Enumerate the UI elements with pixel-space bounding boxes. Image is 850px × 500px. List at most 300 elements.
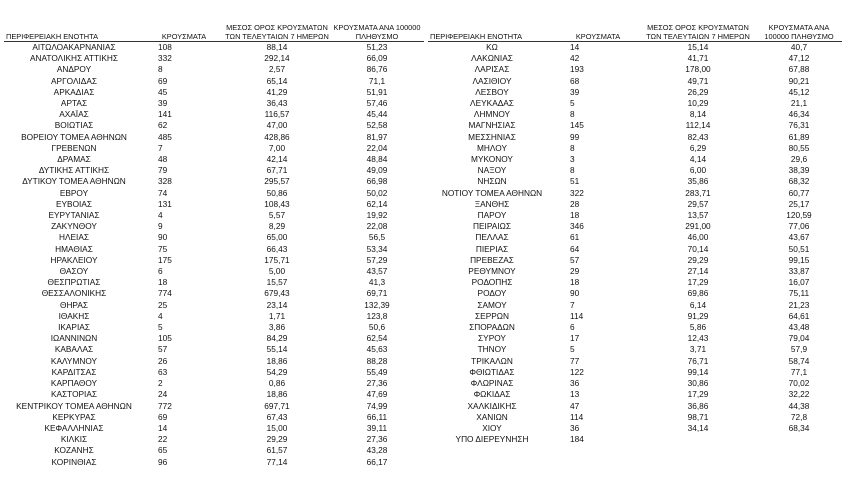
- cases-per-100000-cell: 57,46: [366, 98, 388, 109]
- seven-day-average-cell: 8,14: [689, 109, 707, 120]
- cases-per-100000-cell: 45,44: [366, 109, 388, 120]
- cases-per-100000-cell: 55,49: [366, 366, 388, 377]
- area-name-cell: ΘΗΡΑΣ: [59, 299, 89, 310]
- seven-day-average-cell: 175,71: [264, 254, 290, 265]
- seven-day-average-cell: 428,86: [264, 131, 290, 142]
- cases-per-100000-cell: 57,29: [366, 254, 388, 265]
- seven-day-average-cell: 76,71: [687, 355, 709, 366]
- area-name-cell: ΑΝΔΡΟΥ: [56, 64, 92, 75]
- table-row: [428, 154, 842, 165]
- area-name-cell: ΝΟΤΙΟΥ ΤΟΜΕΑ ΑΘΗΝΩΝ: [441, 187, 543, 198]
- cases-per-100000-cell: 66,17: [366, 456, 388, 467]
- cases-cell: 69: [158, 75, 168, 86]
- cases-per-100000-cell: [756, 434, 842, 445]
- seven-day-average-cell: 15,57: [266, 277, 288, 288]
- table-row: [428, 53, 842, 64]
- area-name-cell: ΚΑΒΑΛΑΣ: [54, 344, 94, 355]
- cases-per-100000-cell: 22,08: [366, 221, 388, 232]
- table-row: [428, 232, 842, 243]
- seven-day-average-cell: 49,71: [687, 75, 709, 86]
- area-name-cell: ΧΑΛΚΙΔΙΚΗΣ: [467, 400, 517, 411]
- cases-per-100000-cell: 123,8: [366, 310, 388, 321]
- cases-cell: 39: [158, 98, 168, 109]
- seven-day-average-cell: 6,00: [689, 165, 707, 176]
- seven-day-average-cell: 18,86: [266, 389, 288, 400]
- cases-per-100000-cell: 61,89: [788, 131, 810, 142]
- cases-cell: 131: [158, 198, 172, 209]
- area-name-cell: ΚΑΡΠΑΘΟΥ: [50, 378, 98, 389]
- cases-per-100000-cell: 51,23: [366, 42, 388, 52]
- area-name-cell: ΚΕΦΑΛΛΗΝΙΑΣ: [44, 422, 104, 433]
- table-row: [428, 389, 842, 400]
- table-row: [4, 288, 424, 299]
- table-row: [428, 266, 842, 277]
- cases-per-100000-cell: 39,11: [366, 422, 388, 433]
- area-name-cell: ΧΙΟΥ: [482, 422, 502, 433]
- cases-cell: 8: [570, 109, 575, 120]
- table-row: [4, 244, 424, 255]
- cases-cell: 5: [158, 322, 163, 333]
- table-row: [4, 42, 424, 54]
- table-row: [4, 434, 424, 445]
- table-row: [4, 154, 424, 165]
- area-name-cell: ΣΑΜΟΥ: [477, 299, 507, 310]
- table-row: [4, 389, 424, 400]
- seven-day-average-cell: 10,29: [687, 98, 709, 109]
- table-row: [428, 165, 842, 176]
- cases-per-100000-cell: 67,88: [788, 64, 810, 75]
- area-name-cell: ΛΕΥΚΑΔΑΣ: [470, 98, 514, 109]
- table-row: [428, 255, 842, 266]
- table-row: [428, 277, 842, 288]
- area-name-cell: ΚΕΝΤΡΙΚΟΥ ΤΟΜΕΑ ΑΘΗΝΩΝ: [16, 400, 132, 411]
- table-row: [428, 132, 842, 143]
- table-row: [4, 120, 424, 131]
- area-name-cell: ΛΑΚΩΝΙΑΣ: [471, 53, 513, 64]
- seven-day-average-cell: 46,00: [687, 232, 709, 243]
- area-name-cell: ΜΥΚΟΝΟΥ: [471, 154, 513, 165]
- seven-day-average-cell: 29,29: [687, 254, 709, 265]
- area-name-cell: ΡΟΔΟΥ: [477, 288, 507, 299]
- cases-per-100000-cell: 71,1: [368, 75, 386, 86]
- cases-cell: 485: [158, 131, 172, 142]
- area-name-cell: ΛΕΣΒΟΥ: [475, 86, 509, 97]
- area-name-cell: ΕΒΡΟΥ: [59, 187, 89, 198]
- cases-per-100000-cell: 49,09: [366, 165, 388, 176]
- table-row: [428, 64, 842, 75]
- cases-per-100000-cell: 56,5: [368, 232, 386, 243]
- cases-per-100000-cell: 16,07: [788, 277, 810, 288]
- seven-day-average-cell: 5,57: [268, 210, 286, 221]
- table-row: [428, 412, 842, 423]
- area-name-cell: ΘΕΣΣΑΛΟΝΙΚΗΣ: [41, 288, 107, 299]
- table-row: [4, 445, 424, 456]
- cases-cell: 772: [158, 400, 172, 411]
- cases-per-100000-cell: 50,51: [788, 243, 810, 254]
- table-row: [4, 356, 424, 367]
- table-row: [428, 300, 842, 311]
- left-cases-table: [4, 6, 424, 468]
- area-name-cell: ΑΡΤΑΣ: [60, 98, 88, 109]
- area-name-cell: ΙΚΑΡΙΑΣ: [58, 322, 90, 333]
- cases-cell: 99: [570, 131, 580, 142]
- cases-per-100000-cell: 50,02: [366, 187, 388, 198]
- cases-cell: 122: [570, 366, 584, 377]
- cases-per-100000-cell: 51,91: [366, 86, 388, 97]
- seven-day-average-cell: 12,43: [687, 333, 709, 344]
- seven-day-average-cell: 18,86: [266, 355, 288, 366]
- cases-cell: 141: [158, 109, 172, 120]
- cases-per-100000-cell: 43,48: [788, 322, 810, 333]
- seven-day-average-cell: 291,00: [685, 221, 711, 232]
- cases-cell: 13: [570, 389, 580, 400]
- cases-cell: 68: [570, 75, 580, 86]
- seven-day-average-cell: 23,14: [266, 299, 288, 310]
- table-row: [428, 120, 842, 131]
- table-row: [4, 98, 424, 109]
- seven-day-average-cell: 6,14: [689, 299, 707, 310]
- table-row: [4, 333, 424, 344]
- cases-cell: 2: [158, 378, 163, 389]
- seven-day-average-cell: 5,00: [268, 266, 286, 277]
- cases-per-100000-cell: 132,39: [364, 299, 390, 310]
- cases-cell: 25: [158, 299, 168, 310]
- cases-per-100000-cell: 62,54: [366, 333, 388, 344]
- cases-per-100000-cell: 29,6: [790, 154, 808, 165]
- cases-cell: 74: [158, 187, 168, 198]
- seven-day-average-cell: 3,86: [268, 322, 286, 333]
- cases-per-100000-cell: 19,92: [366, 210, 388, 221]
- cases-cell: 108: [158, 42, 172, 52]
- seven-day-average-cell: 54,29: [266, 366, 288, 377]
- area-name-cell: ΑΙΤΩΛΟΑΚΑΡΝΑΝΙΑΣ: [32, 42, 116, 52]
- cases-per-100000-cell: 79,04: [788, 333, 810, 344]
- area-name-cell: ΕΥΒΟΙΑΣ: [55, 198, 93, 209]
- area-name-cell: ΚΑΛΥΜΝΟΥ: [50, 355, 98, 366]
- seven-day-average-cell: 178,00: [685, 64, 711, 75]
- seven-day-average-cell: 84,29: [266, 333, 288, 344]
- cases-per-100000-cell: 60,77: [788, 187, 810, 198]
- area-name-cell: ΒΟΡΕΙΟΥ ΤΟΜΕΑ ΑΘΗΝΩΝ: [21, 131, 127, 142]
- area-name-cell: ΡΟΔΟΠΗΣ: [471, 277, 513, 288]
- table-row: [428, 98, 842, 109]
- cases-cell: 8: [570, 142, 575, 153]
- table-row: [4, 277, 424, 288]
- cases-per-100000-cell: 66,11: [366, 411, 388, 422]
- area-name-cell: ΣΠΟΡΑΔΩΝ: [469, 322, 515, 333]
- area-name-cell: ΑΧΑΪΑΣ: [59, 109, 89, 120]
- seven-day-average-cell: 36,43: [266, 98, 288, 109]
- area-name-cell: ΠΑΡΟΥ: [477, 210, 507, 221]
- seven-day-average-cell: 30,86: [687, 378, 709, 389]
- cases-per-100000-cell: 32,22: [788, 389, 810, 400]
- seven-day-average-cell: 98,71: [687, 411, 709, 422]
- area-name-cell: ΘΑΣΟΥ: [59, 266, 89, 277]
- seven-day-average-cell: 295,57: [264, 176, 290, 187]
- cases-per-100000-cell: 120,59: [786, 210, 812, 221]
- seven-day-average-cell: 66,43: [266, 243, 288, 254]
- cases-cell: 18: [570, 210, 580, 221]
- seven-day-average-cell: 41,71: [687, 53, 709, 64]
- table-row: [4, 401, 424, 412]
- table-row: [4, 188, 424, 199]
- table-row: [4, 199, 424, 210]
- table-row: [428, 143, 842, 154]
- cases-cell: 9: [158, 221, 163, 232]
- area-column-header: ΠΕΡΙΦΕΡΕΙΑΚΗ ΕΝΟΤΗΤΑ: [4, 6, 144, 42]
- right-cases-table: [428, 6, 842, 445]
- seven-day-average-cell: 50,86: [266, 187, 288, 198]
- seven-day-average-cell: 61,57: [266, 445, 288, 456]
- seven-day-average-cell: 69,86: [687, 288, 709, 299]
- area-name-cell: ΧΑΝΙΩΝ: [476, 411, 508, 422]
- cases-cell: 36: [570, 422, 580, 433]
- seven-day-average-column-header: ΜΕΣΟΣ ΟΡΟΣ ΚΡΟΥΣΜΑΤΩΝ ΤΩΝ ΤΕΛΕΥΤΑΙΩΝ 7 ΗΜΕΡΩΝ: [640, 6, 756, 42]
- area-name-cell: ΝΗΣΩΝ: [477, 176, 507, 187]
- seven-day-average-cell: 82,43: [687, 131, 709, 142]
- table-row: [428, 356, 842, 367]
- table-row: [4, 210, 424, 221]
- table-row: [4, 311, 424, 322]
- cases-per-100000-cell: 77,1: [790, 366, 808, 377]
- cases-cell: 57: [570, 254, 580, 265]
- seven-day-average-cell: 47,00: [266, 120, 288, 131]
- cases-per-100000-cell: 21,23: [788, 299, 810, 310]
- cases-cell: 114: [570, 411, 584, 422]
- area-name-cell: ΚΑΡΔΙΤΣΑΣ: [51, 366, 97, 377]
- seven-day-average-cell: 29,29: [266, 434, 288, 445]
- cases-per-100000-cell: 57,9: [790, 344, 808, 355]
- right-table-body: [428, 42, 842, 446]
- table-row: [428, 288, 842, 299]
- table-row: [4, 344, 424, 355]
- left-table-body: [4, 42, 424, 468]
- cases-cell: 145: [570, 120, 584, 131]
- cases-per-100000-cell: 22,04: [366, 142, 388, 153]
- table-row: [4, 221, 424, 232]
- table-row: [428, 87, 842, 98]
- area-name-cell: ΗΜΑΘΙΑΣ: [55, 243, 93, 254]
- cases-cell: 61: [570, 232, 580, 243]
- seven-day-average-cell: 67,71: [266, 165, 288, 176]
- table-row: [428, 188, 842, 199]
- cases-per-100000-cell: 80,55: [788, 142, 810, 153]
- seven-day-average-cell: 1,71: [268, 310, 286, 321]
- table-row: [428, 42, 842, 54]
- area-column-header: ΠΕΡΙΦΕΡΕΙΑΚΗ ΕΝΟΤΗΤΑ: [428, 6, 556, 42]
- area-name-cell: ΚΙΛΚΙΣ: [60, 434, 88, 445]
- table-row: [428, 210, 842, 221]
- cases-per-100000-cell: 21,1: [790, 98, 808, 109]
- cases-column-header: ΚΡΟΥΣΜΑΤΑ: [144, 6, 224, 42]
- cases-per-100000-cell: 86,76: [366, 64, 388, 75]
- cases-per-100000-cell: 46,34: [788, 109, 810, 120]
- table-row: [4, 165, 424, 176]
- area-name-cell: ΚΑΣΤΟΡΙΑΣ: [50, 389, 98, 400]
- area-name-cell: ΥΠΟ ΔΙΕΡΕΥΝΗΣΗ: [455, 434, 529, 445]
- cases-per-100000-cell: 88,28: [366, 355, 388, 366]
- seven-day-average-cell: 88,14: [266, 42, 288, 52]
- cases-cell: 346: [570, 221, 584, 232]
- area-name-cell: ΜΑΓΝΗΣΙΑΣ: [468, 120, 516, 131]
- seven-day-average-cell: 99,14: [687, 366, 709, 377]
- seven-day-average-cell: 0,86: [268, 378, 286, 389]
- area-name-cell: ΙΘΑΚΗΣ: [58, 310, 90, 321]
- area-name-cell: ΤΗΝΟΥ: [477, 344, 507, 355]
- area-name-cell: ΦΘΙΩΤΙΔΑΣ: [469, 366, 515, 377]
- cases-cell: 26: [158, 355, 168, 366]
- cases-cell: 48: [158, 154, 168, 165]
- cases-cell: 6: [570, 322, 575, 333]
- cases-per-100000-cell: 43,57: [366, 266, 388, 277]
- cases-cell: 322: [570, 187, 584, 198]
- area-name-cell: ΚΟΡΙΝΘΙΑΣ: [51, 456, 97, 467]
- cases-per-100000-cell: 66,98: [366, 176, 388, 187]
- area-name-cell: ΡΕΘΥΜΝΟΥ: [468, 266, 516, 277]
- cases-cell: 14: [570, 42, 580, 52]
- cases-per-100000-column-header: ΚΡΟΥΣΜΑΤΑ ΑΝΑ 100000 ΠΛΗΘΥΣΜΟ: [330, 6, 424, 42]
- seven-day-average-cell: 292,14: [264, 53, 290, 64]
- area-name-cell: ΞΑΝΘΗΣ: [474, 198, 510, 209]
- cases-cell: 79: [158, 165, 168, 176]
- cases-cell: 114: [570, 310, 584, 321]
- table-row: [4, 109, 424, 120]
- seven-day-average-cell: 91,29: [687, 310, 709, 321]
- area-name-cell: ΦΩΚΙΔΑΣ: [473, 389, 511, 400]
- seven-day-average-cell: 15,00: [266, 422, 288, 433]
- cases-per-100000-cell: 45,12: [788, 86, 810, 97]
- table-row: [428, 199, 842, 210]
- cases-per-100000-cell: 81,97: [366, 131, 388, 142]
- seven-day-average-cell: 34,14: [687, 422, 709, 433]
- cases-cell: 193: [570, 64, 584, 75]
- seven-day-average-cell: 77,14: [266, 456, 288, 467]
- table-row: [4, 255, 424, 266]
- cases-per-100000-cell: 72,8: [790, 411, 808, 422]
- cases-per-100000-cell: 43,28: [366, 445, 388, 456]
- table-row: [4, 76, 424, 87]
- seven-day-average-cell: 27,14: [687, 266, 709, 277]
- cases-per-100000-cell: 99,15: [788, 254, 810, 265]
- seven-day-average-cell: 36,86: [687, 400, 709, 411]
- area-name-cell: ΔΡΑΜΑΣ: [57, 154, 91, 165]
- cases-per-100000-cell: 45,63: [366, 344, 388, 355]
- seven-day-average-cell: 679,43: [264, 288, 290, 299]
- cases-cell: 18: [158, 277, 168, 288]
- cases-cell: 57: [158, 344, 168, 355]
- right-header-row: [428, 6, 842, 42]
- cases-per-100000-cell: 44,38: [788, 400, 810, 411]
- area-name-cell: ΛΗΜΝΟΥ: [473, 109, 511, 120]
- table-row: [4, 176, 424, 187]
- cases-cell: 3: [570, 154, 575, 165]
- table-row: [4, 143, 424, 154]
- area-name-cell: ΠΡΕΒΕΖΑΣ: [470, 254, 514, 265]
- area-name-cell: ΜΕΣΣΗΝΙΑΣ: [468, 131, 516, 142]
- cases-cell: 17: [570, 333, 580, 344]
- seven-day-average-cell: 65,00: [266, 232, 288, 243]
- seven-day-average-cell: 42,14: [266, 154, 288, 165]
- seven-day-average-cell: 65,14: [266, 75, 288, 86]
- cases-per-100000-cell: 47,12: [788, 53, 810, 64]
- cases-cell: 4: [158, 310, 163, 321]
- seven-day-average-column-header: ΜΕΣΟΣ ΟΡΟΣ ΚΡΟΥΣΜΑΤΩΝ ΤΩΝ ΤΕΛΕΥΤΑΙΩΝ 7 ΗΜΕΡΩΝ: [224, 6, 330, 42]
- area-name-cell: ΚΟΖΑΝΗΣ: [54, 445, 94, 456]
- cases-cell: 45: [158, 86, 168, 97]
- cases-cell: 77: [570, 355, 580, 366]
- cases-per-100000-cell: 68,32: [788, 176, 810, 187]
- cases-cell: 69: [158, 411, 168, 422]
- cases-per-100000-cell: 43,67: [788, 232, 810, 243]
- seven-day-average-cell: 7,00: [268, 142, 286, 153]
- area-name-cell: ΑΡΚΑΔΙΑΣ: [53, 86, 95, 97]
- cases-per-100000-cell: 58,74: [788, 355, 810, 366]
- cases-per-100000-cell: 66,09: [366, 53, 388, 64]
- area-name-cell: ΠΕΙΡΑΙΩΣ: [473, 221, 511, 232]
- cases-cell: 90: [158, 232, 168, 243]
- area-name-cell: ΚΩ: [486, 42, 498, 52]
- cases-per-100000-cell: 27,36: [366, 434, 388, 445]
- cases-cell: 36: [570, 378, 580, 389]
- area-name-cell: ΠΙΕΡΙΑΣ: [475, 243, 509, 254]
- cases-cell: 175: [158, 254, 172, 265]
- seven-day-average-cell: 4,14: [689, 154, 707, 165]
- table-row: [428, 109, 842, 120]
- cases-cell: 64: [570, 243, 580, 254]
- cases-cell: 328: [158, 176, 172, 187]
- table-row: [4, 266, 424, 277]
- table-row: [428, 423, 842, 434]
- table-row: [4, 367, 424, 378]
- cases-column-header: ΚΡΟΥΣΜΑΤΑ: [556, 6, 640, 42]
- table-row: [428, 244, 842, 255]
- seven-day-average-cell: 116,57: [264, 109, 290, 120]
- table-row: [4, 322, 424, 333]
- left-table-panel: [4, 6, 424, 468]
- area-name-cell: ΑΝΑΤΟΛΙΚΗΣ ΑΤΤΙΚΗΣ: [29, 53, 119, 64]
- seven-day-average-cell: 55,14: [266, 344, 288, 355]
- area-name-cell: ΕΥΡΥΤΑΝΙΑΣ: [48, 210, 100, 221]
- cases-per-100000-cell: 75,11: [788, 288, 810, 299]
- area-name-cell: ΗΛΕΙΑΣ: [58, 232, 90, 243]
- cases-cell: 5: [570, 344, 575, 355]
- area-name-cell: ΛΑΡΙΣΑΣ: [474, 64, 510, 75]
- table-row: [4, 423, 424, 434]
- table-row: [428, 434, 842, 445]
- area-name-cell: ΣΥΡΟΥ: [478, 333, 506, 344]
- seven-day-average-cell: 283,71: [685, 187, 711, 198]
- cases-per-100000-cell: 50,6: [368, 322, 386, 333]
- cases-per-100000-cell: 69,71: [366, 288, 388, 299]
- seven-day-average-cell: 108,43: [264, 198, 290, 209]
- seven-day-average-cell: 35,86: [687, 176, 709, 187]
- seven-day-average-cell: 26,29: [687, 86, 709, 97]
- cases-per-100000-cell: 62,14: [366, 198, 388, 209]
- cases-cell: 65: [158, 445, 168, 456]
- seven-day-average-cell: 15,14: [687, 42, 709, 52]
- cases-per-100000-cell: 90,21: [788, 75, 810, 86]
- seven-day-average-cell: 17,29: [687, 389, 709, 400]
- table-row: [4, 300, 424, 311]
- area-name-cell: ΖΑΚΥΝΘΟΥ: [51, 221, 97, 232]
- seven-day-average-cell: 6,29: [689, 142, 707, 153]
- area-name-cell: ΠΕΛΛΑΣ: [475, 232, 509, 243]
- cases-cell: 28: [570, 198, 580, 209]
- cases-per-100000-cell: 27,36: [366, 378, 388, 389]
- cases-cell: 14: [158, 422, 168, 433]
- area-name-cell: ΤΡΙΚΑΛΩΝ: [471, 355, 513, 366]
- seven-day-average-cell: 697,71: [264, 400, 290, 411]
